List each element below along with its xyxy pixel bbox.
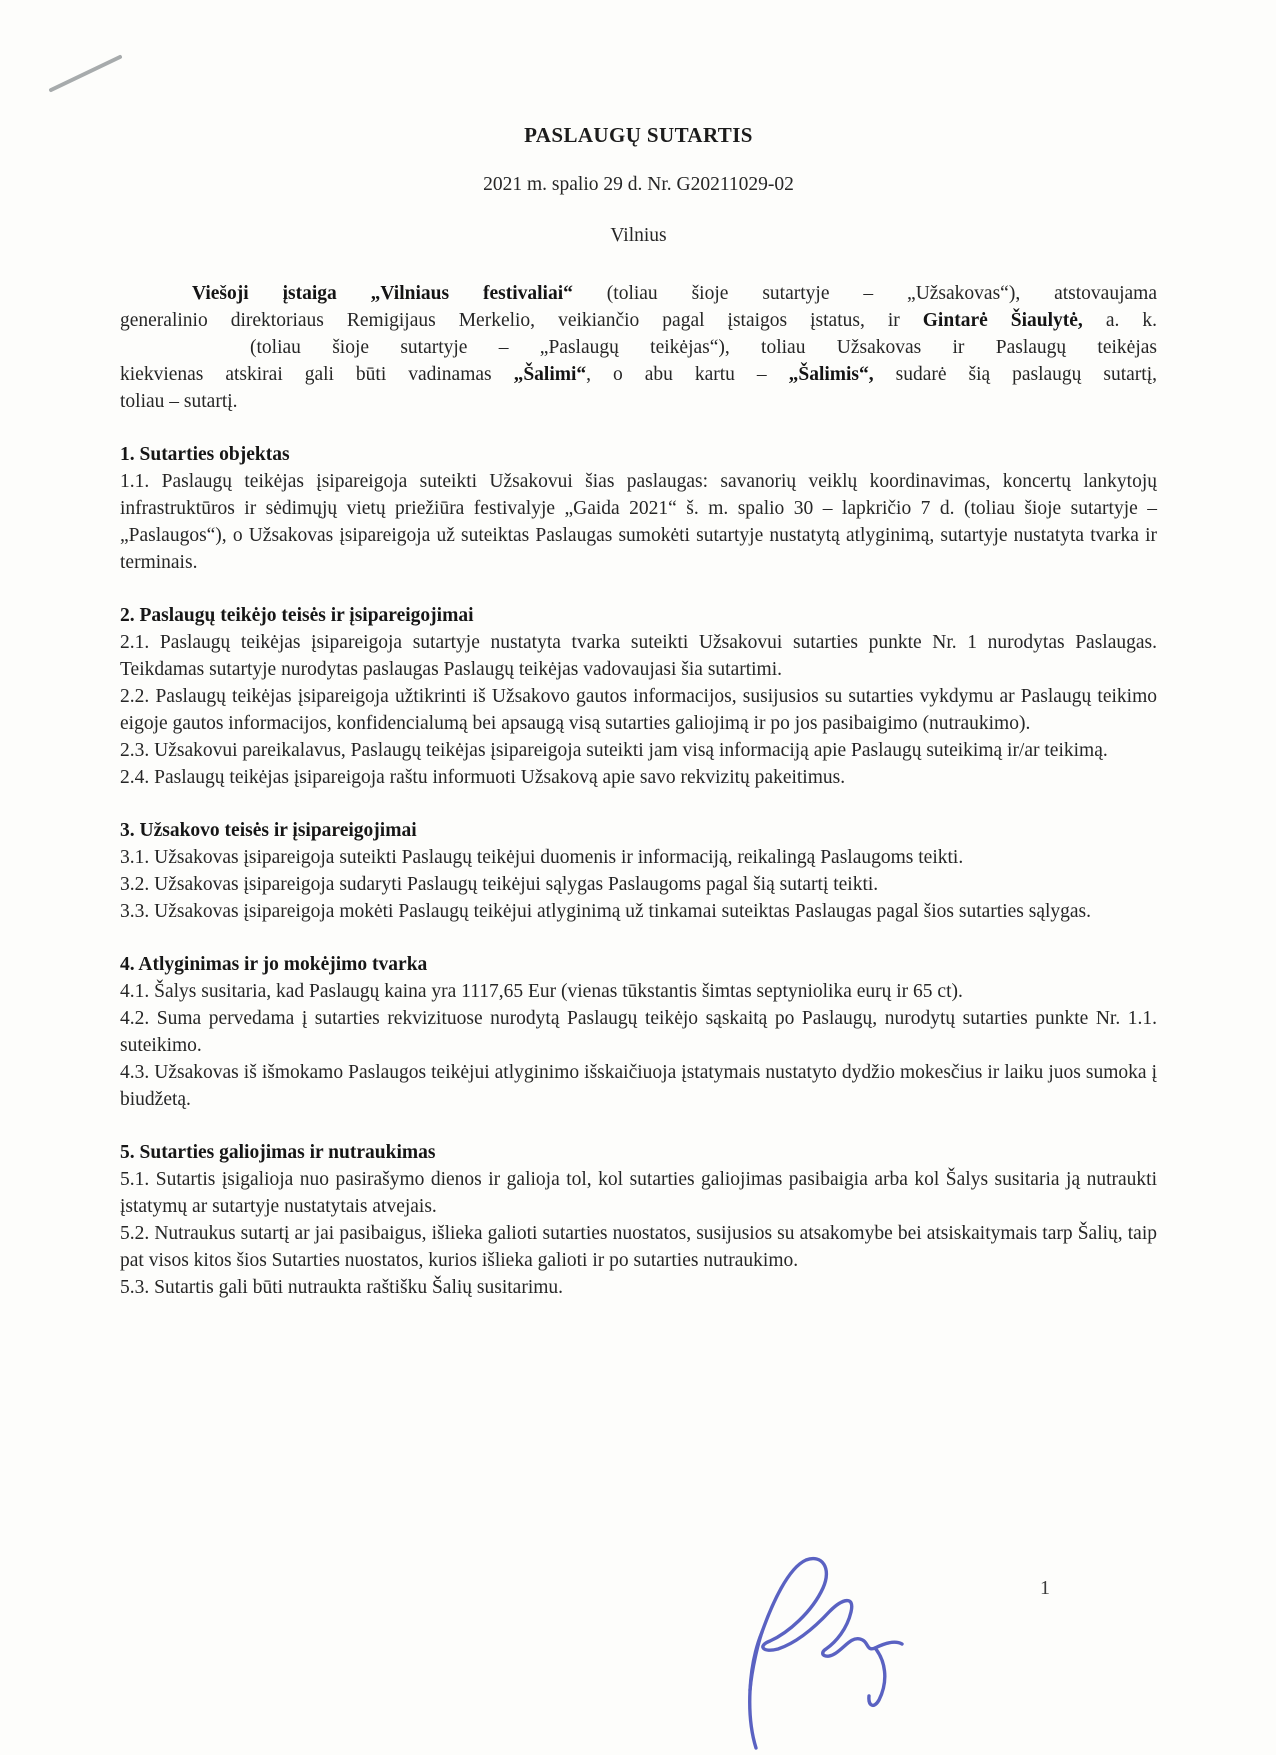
document-city: Vilnius <box>610 225 667 246</box>
clause-2-2: 2.2. Paslaugų teikėjas įsipareigoja užtikrinti iš Užsakovo gautos informacijos, susijusios su sutarties vykdymu ar Paslaugų teikimo eigoje gautos informacijos, konfidencialumą bei apsaugą visą sutarties galiojimą ir po jos pasibaigimo (nutraukimo). <box>120 686 1157 734</box>
clause-1-1: 1.1. Paslaugų teikėjas įsipareigoja suteikti Užsakovui šias paslaugas: savanorių veiklų koordinavimas, koncertų lankytojų infrastruktūros ir sėdimųjų vietų priežiūra festivalyje „Gaida 2021“ š. m. spalio 30 – lapkričio 7 d. (toliau šioje sutartyje – „Paslaugos“), o Užsakovas įsipareigoja už suteiktas Paslaugas sumokėti sutartyje nustatytą atlyginimą, sutartyje nustatyta tvarka ir terminais. <box>120 471 1157 573</box>
section-5 <box>120 1139 1157 1301</box>
section-1-heading: 1. Sutarties objektas <box>120 444 290 465</box>
clause-2-4: 2.4. Paslaugų teikėjas įsipareigoja raštu informuoti Užsakovą apie savo rekvizitų pakeitimus. <box>120 767 846 788</box>
clause-5-2: 5.2. Nutraukus sutartį ar jai pasibaigus, išlieka galioti sutarties nuostatos, susijusios su atsakomybe bei atsiskaitymais tarp Šalių, taip pat visos kitos šios Sutarties nuostatos, kurios išlieka galioti ir po sutarties nutraukimo. <box>120 1223 1157 1271</box>
section-3 <box>120 817 1157 925</box>
section-4-heading: 4. Atlyginimas ir jo mokėjimo tvarka <box>120 954 428 975</box>
section-4 <box>120 951 1157 1113</box>
preamble-line-3: (toliau šioje sutartyje – „Paslaugų teikėjas“), toliau Užsakovas ir Paslaugų teikėjas <box>250 337 1157 358</box>
preamble-line-2: generalinio direktoriaus Remigijaus Merkelio, veikiančio pagal įstaigos įstatus, ir Gintarė Šiaulytė, a. k. <box>120 310 1157 331</box>
clause-3-3: 3.3. Užsakovas įsipareigoja mokėti Paslaugų teikėjui atlyginimą už tinkamai suteiktas Paslaugas pagal šios sutarties sąlygas. <box>120 901 1092 922</box>
clause-3-2: 3.2. Užsakovas įsipareigoja sudaryti Paslaugų teikėjui sąlygas Paslaugoms pagal šią sutartį teikti. <box>120 874 879 895</box>
section-5-heading: 5. Sutarties galiojimas ir nutraukimas <box>120 1142 436 1163</box>
clause-5-1: 5.1. Sutartis įsigalioja nuo pasirašymo dienos ir galioja tol, kol sutarties galiojimas pasibaigia arba kol Šalys susitaria ją nutraukti įstatymų ar sutartyje nustatytais atvejais. <box>120 1169 1157 1217</box>
clause-2-3: 2.3. Užsakovui pareikalavus, Paslaugų teikėjas įsipareigoja suteikti jam visą informaciją apie Paslaugų suteikimą ir/ar teikimą. <box>120 740 1108 761</box>
preamble-paragraph <box>120 280 1157 415</box>
clause-4-3: 4.3. Užsakovas iš išmokamo Paslaugos teikėjui atlyginimo išskaičiuoja įstatymais nustatyto dydžio mokesčius ir laiku juos sumoka į biudžetą. <box>120 1062 1157 1110</box>
clause-4-1: 4.1. Šalys susitaria, kad Paslaugų kaina yra 1117,65 Eur (vienas tūkstantis šimtas septyniolika eurų ir 65 ct). <box>120 981 963 1002</box>
document-title: PASLAUGŲ SUTARTIS <box>524 123 753 147</box>
clause-2-1: 2.1. Paslaugų teikėjas įsipareigoja sutartyje nustatyta tvarka suteikti Užsakovui sutarties punkte Nr. 1 nurodytas Paslaugas. Teikdamas sutartyje nurodytas paslaugas Paslaugų teikėjas vadovaujasi šia sutartimi. <box>120 632 1157 680</box>
section-2-heading: 2. Paslaugų teikėjo teisės ir įsipareigojimai <box>120 605 474 626</box>
clause-5-3: 5.3. Sutartis gali būti nutraukta raštišku Šalių susitarimu. <box>120 1277 564 1298</box>
preamble-line-4: kiekvienas atskirai gali būti vadinamas „Šalimi“, o abu kartu – „Šalimis“, sudarė šią paslaugų sutartį, <box>120 364 1157 385</box>
page-number: 1 <box>1040 1577 1050 1599</box>
clause-4-2: 4.2. Suma pervedama į sutarties rekvizituose nurodytą Paslaugų teikėjo sąskaitą po Paslaugų, nurodytų sutarties punkte Nr. 1.1. suteikimo. <box>120 1008 1157 1056</box>
section-3-heading: 3. Užsakovo teisės ir įsipareigojimai <box>120 820 417 841</box>
section-1 <box>120 441 1157 576</box>
preamble-line-5: toliau – sutartį. <box>120 391 238 412</box>
scan-stray-mark <box>44 48 128 96</box>
signature-strokes <box>750 1559 902 1748</box>
signature-ink <box>688 1548 918 1753</box>
clause-3-1: 3.1. Užsakovas įsipareigoja suteikti Paslaugų teikėjui duomenis ir informaciją, reikalingą Paslaugoms teikti. <box>120 847 964 868</box>
preamble-line-1: Viešoji įstaiga „Vilniaus festivaliai“ (toliau šioje sutartyje – „Užsakovas“), atstovaujama <box>192 283 1157 304</box>
document-date-number: 2021 m. spalio 29 d. Nr. G20211029-02 <box>483 174 794 195</box>
scan-stray-mark-line <box>51 57 120 90</box>
section-2 <box>120 602 1157 791</box>
